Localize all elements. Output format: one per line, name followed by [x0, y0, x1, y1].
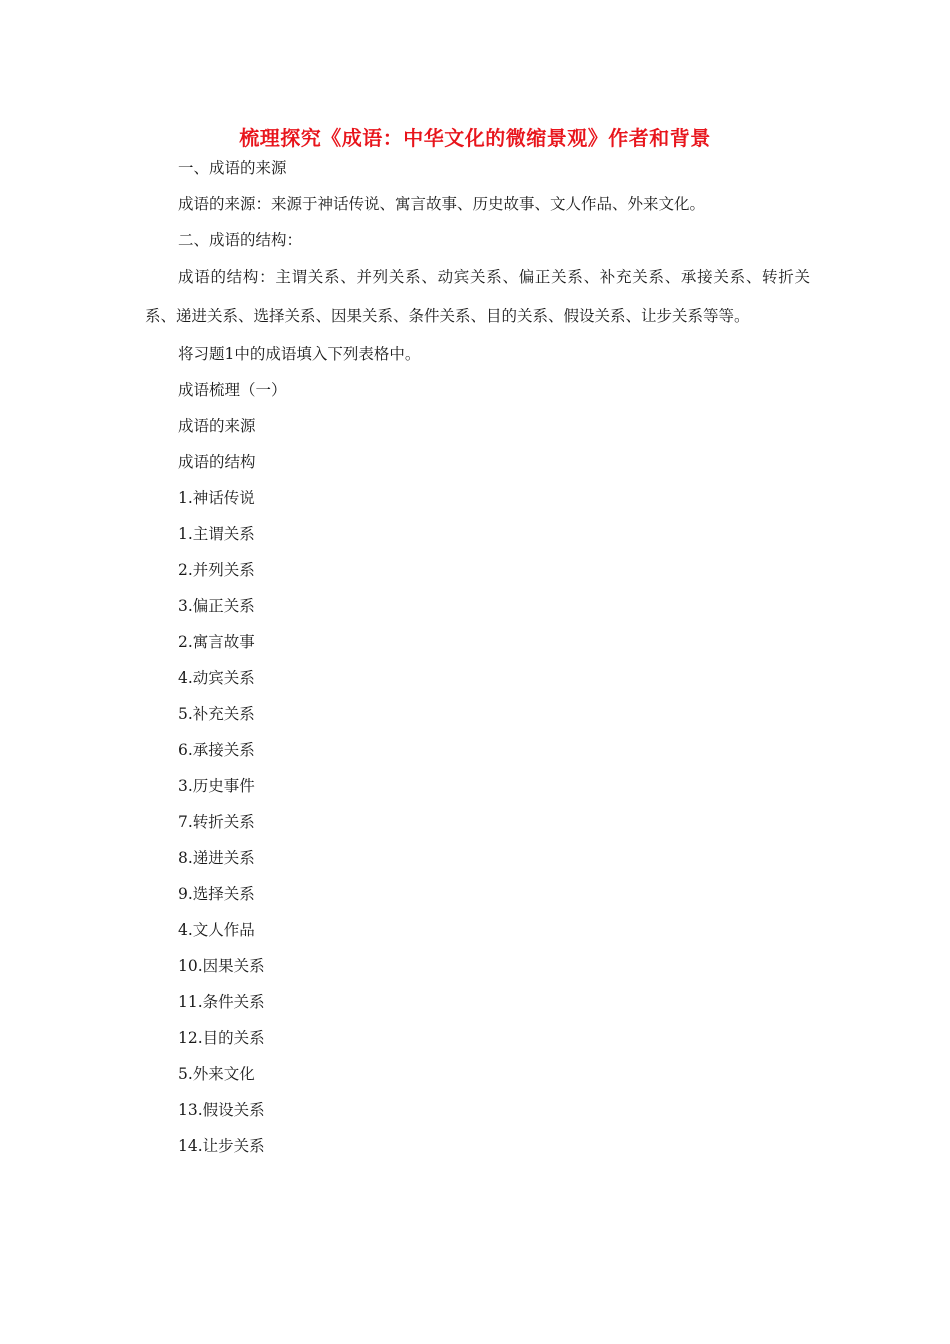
list-item: 8.递进关系 — [178, 849, 255, 867]
document-title: 梳理探究《成语：中华文化的微缩景观》作者和背景 — [239, 126, 711, 150]
list-item: 4.文人作品 — [178, 921, 255, 939]
list-item: 2.并列关系 — [178, 561, 255, 579]
list-item: 14.让步关系 — [178, 1137, 265, 1155]
paragraph-source: 成语的来源：来源于神话传说、寓言故事、历史故事、文人作品、外来文化。 — [178, 195, 706, 213]
paragraph-instruction: 将习题1中的成语填入下列表格中。 — [178, 345, 421, 363]
list-item: 3.历史事件 — [178, 777, 255, 795]
list-item: 5.补充关系 — [178, 705, 255, 723]
list-item: 5.外来文化 — [178, 1065, 255, 1083]
list-item: 3.偏正关系 — [178, 597, 255, 615]
list-item: 11.条件关系 — [178, 993, 265, 1011]
column-source-label: 成语的来源 — [178, 417, 256, 435]
list-item: 13.假设关系 — [178, 1101, 265, 1119]
list-item: 1.主谓关系 — [178, 525, 255, 543]
list-item: 10.因果关系 — [178, 957, 265, 975]
heading-source: 一、成语的来源 — [178, 159, 287, 177]
list-item: 6.承接关系 — [178, 741, 255, 759]
table-title: 成语梳理（一） — [178, 381, 287, 399]
list-item: 2.寓言故事 — [178, 633, 255, 651]
list-item: 4.动宾关系 — [178, 669, 255, 687]
list-item: 1.神话传说 — [178, 489, 255, 507]
list-item: 12.目的关系 — [178, 1029, 265, 1047]
list-item: 9.选择关系 — [178, 885, 255, 903]
column-structure-label: 成语的结构 — [178, 453, 256, 471]
list-item: 7.转折关系 — [178, 813, 255, 831]
paragraph-structure: 成语的结构：主谓关系、并列关系、动宾关系、偏正关系、补充关系、承接关系、转折关系、递进关系、选择关系、因果关系、条件关系、目的关系、假设关系、让步关系等等。 — [145, 268, 810, 325]
heading-structure: 二、成语的结构： — [178, 231, 303, 249]
document-body — [145, 150, 810, 1164]
